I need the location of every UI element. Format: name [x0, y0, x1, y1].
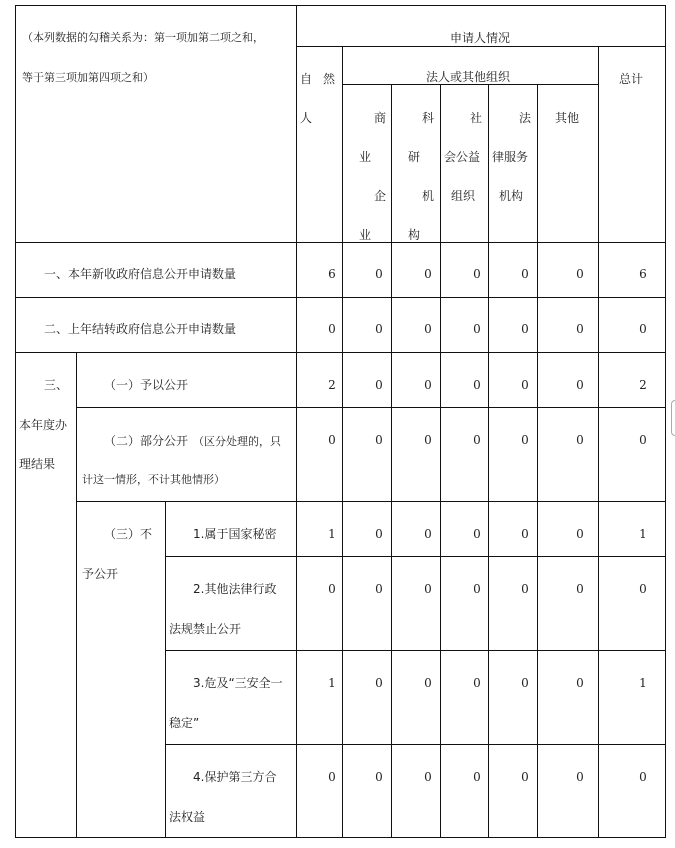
commercial-header-3: 企: [374, 189, 387, 203]
value-cell: 0: [473, 267, 481, 281]
value-cell: 1: [639, 527, 647, 541]
value-cell: 0: [576, 267, 584, 281]
natural-person-label-a: 自: [300, 72, 313, 86]
value-cell: 0: [576, 527, 584, 541]
other-header: 其他: [555, 111, 580, 125]
value-cell: 1: [328, 527, 336, 541]
value-cell: 0: [521, 676, 529, 690]
value-cell: 0: [473, 433, 481, 447]
row-not-disclosed-label-a: （三）不: [104, 527, 153, 541]
value-cell: 0: [576, 378, 584, 392]
value-cell: 1: [328, 676, 336, 690]
value-cell: 0: [473, 676, 481, 690]
value-cell: 0: [375, 527, 383, 541]
social-welfare-header-2: 会公益: [444, 150, 481, 164]
row-partial-label-a: （二）部分公开: [104, 434, 189, 448]
row-third-party-label-a: 4.保护第三方合: [193, 770, 277, 784]
value-cell: 0: [375, 582, 383, 596]
value-cell: 0: [424, 770, 432, 784]
value-cell: 0: [521, 527, 529, 541]
value-cell: 0: [375, 267, 383, 281]
row-three-security-label-a: 3.危及“三安全一: [193, 676, 283, 690]
research-header-1: 科: [422, 111, 435, 125]
value-cell: 0: [521, 433, 529, 447]
value-cell: 0: [328, 582, 336, 596]
value-cell: 0: [639, 582, 647, 596]
value-cell: 0: [424, 322, 432, 336]
header-note-line2: 等于第三项加第四项之和）: [22, 71, 154, 84]
row-not-disclosed-label-b: 予公开: [82, 567, 119, 581]
social-welfare-header-1: 社: [470, 111, 483, 125]
value-cell: 0: [639, 433, 647, 447]
value-cell: 0: [328, 322, 336, 336]
value-cell: 0: [639, 770, 647, 784]
value-cell: 0: [576, 770, 584, 784]
value-cell: 0: [521, 582, 529, 596]
value-cell: 0: [424, 582, 432, 596]
legal-org-header: 法人或其他组织: [426, 70, 511, 84]
value-cell: 0: [424, 433, 432, 447]
value-cell: 0: [473, 322, 481, 336]
legal-service-header-3: 机构: [499, 189, 524, 203]
commercial-header-4: 业: [359, 228, 372, 242]
row-partial-label-b: （区分处理的，只: [193, 435, 281, 448]
section-results-label-b: 本年度办: [19, 418, 68, 432]
applicant-situation-header: 申请人情况: [450, 31, 511, 45]
social-welfare-header-3: 组织: [451, 189, 476, 203]
header-note-line1: （本列数据的勾稽关系为：第一项加第二项之和，: [22, 31, 264, 44]
value-cell: 0: [424, 378, 432, 392]
value-cell: 6: [328, 267, 336, 281]
value-cell: 0: [521, 267, 529, 281]
value-cell: 0: [521, 322, 529, 336]
section-results-label-a: 三、: [44, 378, 69, 392]
value-cell: 0: [473, 527, 481, 541]
row-state-secret-label: 1.属于国家秘密: [193, 527, 277, 541]
value-cell: 1: [639, 676, 647, 690]
value-cell: 0: [576, 322, 584, 336]
row-third-party-label-b: 法权益: [169, 810, 206, 824]
legal-service-header-2: 律服务: [492, 150, 529, 164]
value-cell: 0: [375, 433, 383, 447]
value-cell: 0: [328, 433, 336, 447]
value-cell: 0: [576, 433, 584, 447]
row-law-prohibited-label-a: 2.其他法律行政: [193, 582, 277, 596]
value-cell: 0: [424, 267, 432, 281]
value-cell: 0: [473, 770, 481, 784]
commercial-header-2: 业: [359, 150, 372, 164]
value-cell: 0: [473, 582, 481, 596]
natural-person-label-c: 人: [300, 111, 313, 125]
total-header: 总计: [619, 72, 644, 86]
natural-person-label-b: 然: [323, 72, 336, 86]
value-cell: 0: [473, 378, 481, 392]
value-cell: 0: [375, 378, 383, 392]
row-new-applications-label: 一、本年新收政府信息公开申请数量: [44, 267, 237, 281]
row-law-prohibited-label-b: 法规禁止公开: [169, 622, 242, 636]
value-cell: 2: [328, 378, 336, 392]
legal-service-header-1: 法: [519, 111, 532, 125]
value-cell: 0: [328, 770, 336, 784]
value-cell: 6: [639, 267, 647, 281]
value-cell: 0: [639, 322, 647, 336]
row-partial-label-c: 计这一情形，不计其他情形）: [82, 473, 225, 486]
value-cell: 0: [576, 582, 584, 596]
value-cell: 0: [521, 770, 529, 784]
scroll-edge-handle[interactable]: [671, 400, 675, 436]
research-header-4: 构: [408, 228, 421, 242]
value-cell: 0: [576, 676, 584, 690]
value-cell: 2: [639, 378, 647, 392]
value-cell: 0: [521, 378, 529, 392]
row-carried-over-label: 二、上年结转政府信息公开申请数量: [44, 322, 237, 336]
section-results-label-c: 理结果: [19, 457, 56, 471]
value-cell: 0: [375, 322, 383, 336]
value-cell: 0: [424, 676, 432, 690]
value-cell: 0: [375, 770, 383, 784]
value-cell: 0: [424, 527, 432, 541]
research-header-2: 研: [408, 150, 421, 164]
research-header-3: 机: [422, 189, 435, 203]
row-disclosed-label: （一）予以公开: [104, 378, 189, 392]
row-three-security-label-b: 稳定”: [169, 716, 200, 730]
commercial-header-1: 商: [374, 111, 387, 125]
value-cell: 0: [375, 676, 383, 690]
